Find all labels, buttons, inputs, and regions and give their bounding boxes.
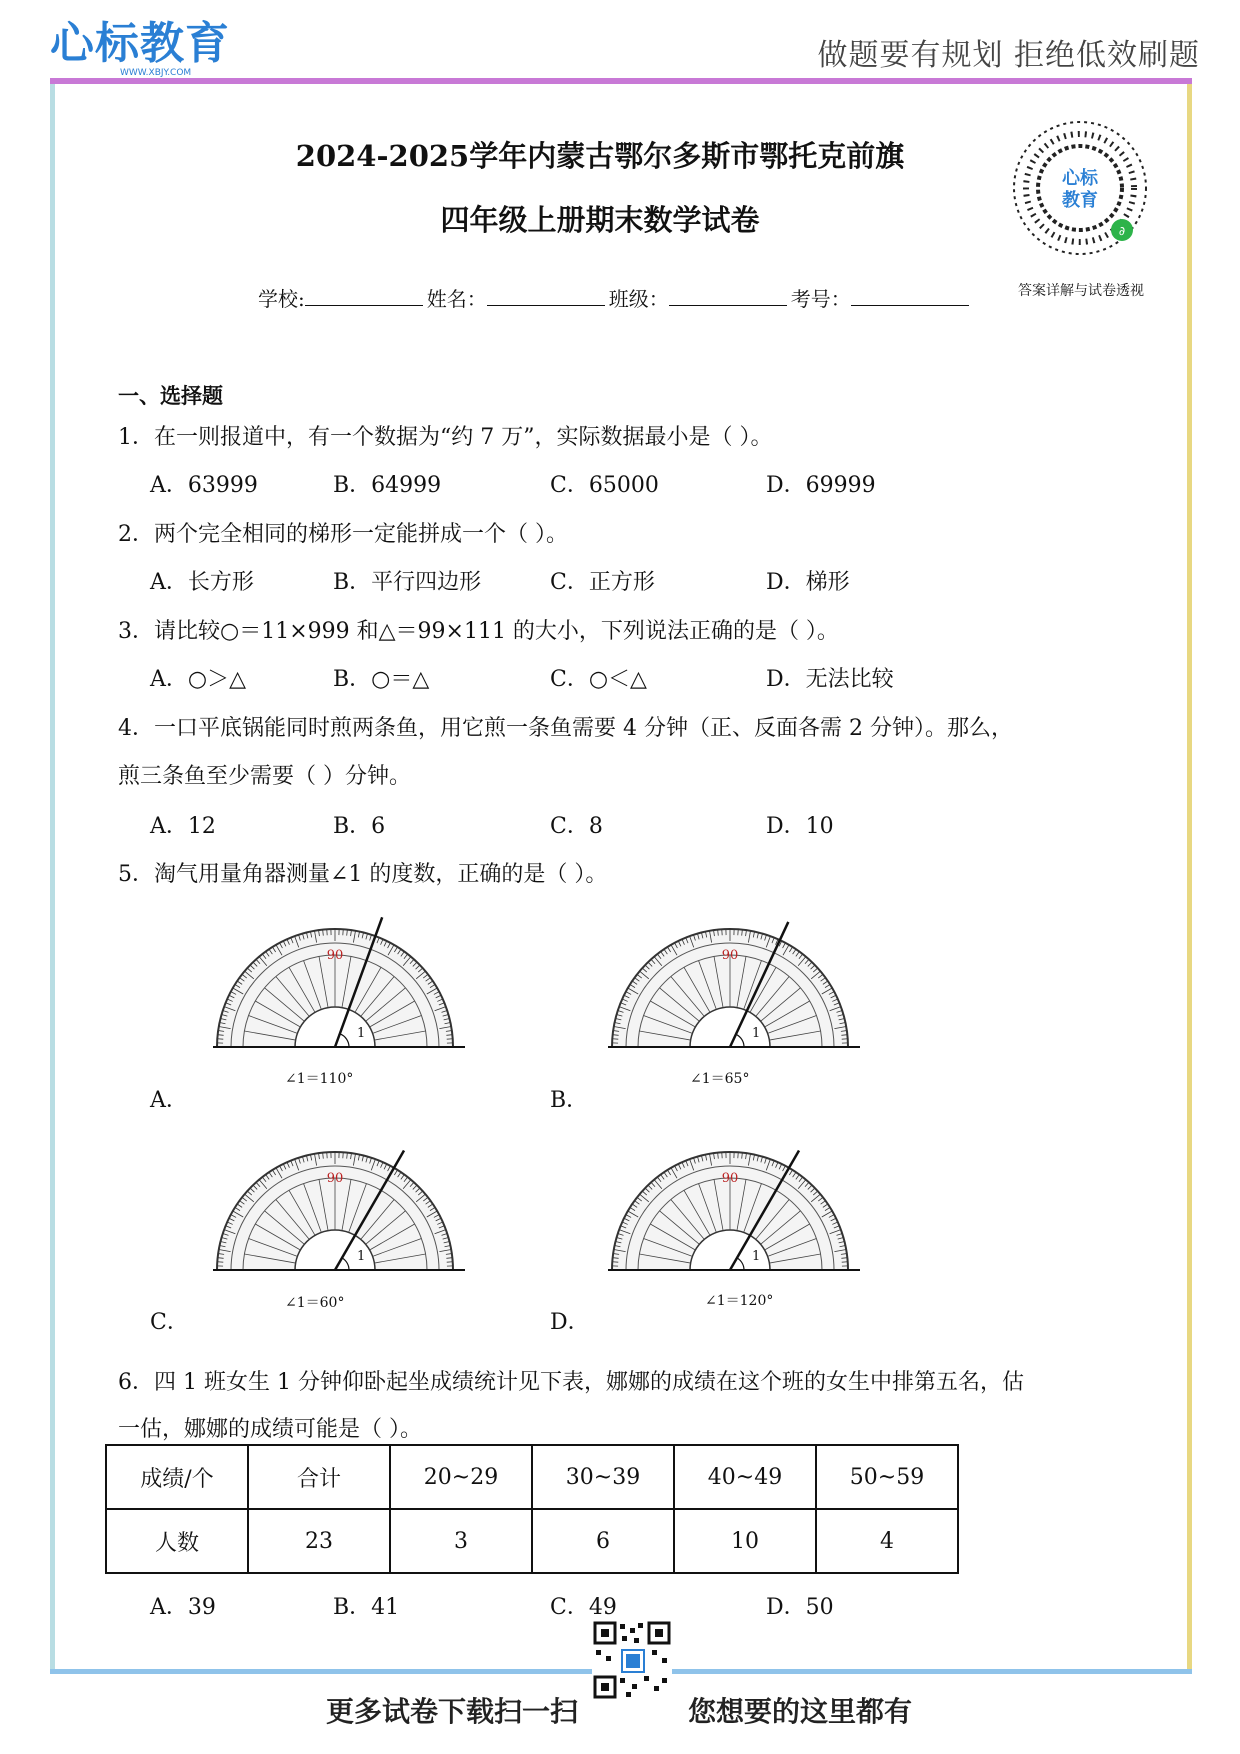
q5-caption-a: ∠1＝110° [285, 1071, 354, 1087]
q6-option-a[interactable]: A．39 [150, 1595, 216, 1620]
svg-text:1: 1 [357, 1026, 366, 1041]
question-4-stem-line2: 煎三条鱼至少需要（ ）分钟。 [118, 764, 411, 789]
q3-option-c[interactable]: C．○＜△ [550, 667, 647, 692]
name-field[interactable] [487, 285, 605, 306]
table-cell: 成绩/个 [106, 1445, 248, 1509]
table-cell: 3 [390, 1509, 532, 1573]
q3-option-a[interactable]: A．○＞△ [150, 667, 247, 692]
svg-text:1: 1 [357, 1249, 366, 1264]
table-cell: 4 [816, 1509, 958, 1573]
question-4-stem-line1: 4．一口平底锅能同时煎两条鱼，用它煎一条鱼需要 4 分钟（正、反面各需 2 分钟）。那么， [118, 716, 1013, 741]
protractor-d [600, 1135, 860, 1285]
table-cell: 合计 [248, 1445, 390, 1509]
question-6-stem-line1: 6．四 1 班女生 1 分钟仰卧起坐成绩统计见下表，娜娜的成绩在这个班的女生中排第五名，估 [118, 1370, 1024, 1395]
table-cell: 人数 [106, 1509, 248, 1573]
question-5-stem: 5．淘气用量角器测量∠1 的度数，正确的是（ ）。 [118, 862, 608, 887]
question-1-stem: 1．在一则报道中，有一个数据为“约 7 万”，实际数据最小是（ ）。 [118, 425, 773, 450]
qr-code-icon[interactable] [1010, 118, 1150, 258]
svg-text:1: 1 [752, 1026, 761, 1041]
logo-url: WWW.XBJY.COM [120, 68, 192, 78]
score-table [105, 1444, 959, 1574]
section-title: 一、选择题 [118, 384, 223, 408]
q5-option-b[interactable]: B． [550, 1088, 589, 1113]
q2-option-a[interactable]: A．长方形 [150, 570, 254, 595]
exam-no-field[interactable] [851, 285, 969, 306]
q5-option-c[interactable]: C． [150, 1310, 189, 1335]
footer-right-text: 您想要的这里都有 [688, 1695, 913, 1728]
q6-option-c[interactable]: C．49 [550, 1595, 617, 1620]
right-border [1187, 84, 1192, 1669]
q4-option-a[interactable]: A．12 [150, 814, 216, 839]
question-3-stem: 3．请比较○＝11×999 和△＝99×111 的大小，下列说法正确的是（ ）。 [118, 619, 839, 644]
q1-option-c[interactable]: C．65000 [550, 473, 659, 498]
student-info-line [258, 283, 973, 312]
qr-caption: 答案详解与试卷透视 [1018, 283, 1144, 299]
footer-left-text: 更多试卷下载扫一扫 [326, 1695, 579, 1728]
q2-option-c[interactable]: C．正方形 [550, 570, 655, 595]
q1-option-a[interactable]: A．63999 [150, 473, 258, 498]
table-row [106, 1509, 958, 1573]
protractor-b [600, 912, 860, 1062]
q5-caption-c: ∠1＝60° [285, 1295, 345, 1311]
table-cell: 40~49 [674, 1445, 816, 1509]
svg-text:90: 90 [721, 948, 739, 963]
q2-option-d[interactable]: D．梯形 [766, 570, 850, 595]
exam-no-label: 考号： [790, 287, 851, 311]
q4-option-b[interactable]: B．6 [333, 814, 386, 839]
q4-option-c[interactable]: C．8 [550, 814, 603, 839]
table-cell: 30~39 [532, 1445, 674, 1509]
protractor-c [205, 1135, 465, 1285]
q5-caption-b: ∠1＝65° [690, 1071, 750, 1087]
q4-option-d[interactable]: D．10 [766, 814, 834, 839]
table-row [106, 1445, 958, 1509]
exam-title-line1: 2024-2025学年内蒙古鄂尔多斯市鄂托克前旗 [295, 139, 905, 173]
svg-text:1: 1 [752, 1249, 761, 1264]
name-label: 姓名： [426, 287, 487, 311]
question-2-stem: 2．两个完全相同的梯形一定能拼成一个（ ）。 [118, 522, 568, 547]
q5-option-a[interactable]: A． [150, 1088, 188, 1113]
table-cell: 20~29 [390, 1445, 532, 1509]
footer-qr-code-icon[interactable] [592, 1620, 672, 1700]
protractor-a [205, 912, 465, 1062]
logo [50, 18, 230, 78]
class-label: 班级： [608, 287, 669, 311]
svg-text:90: 90 [326, 1171, 344, 1186]
class-field[interactable] [669, 285, 787, 306]
slogan: 做题要有规划 拒绝低效刷题 [817, 38, 1200, 73]
q5-caption-d: ∠1＝120° [705, 1293, 774, 1309]
svg-text:90: 90 [721, 1171, 739, 1186]
q6-option-b[interactable]: B．41 [333, 1595, 400, 1620]
table-cell: 6 [532, 1509, 674, 1573]
top-border [50, 78, 1192, 84]
q2-option-b[interactable]: B．平行四边形 [333, 570, 482, 595]
school-field[interactable] [305, 285, 423, 306]
school-label: 学校: [258, 287, 305, 311]
q5-option-d[interactable]: D． [550, 1310, 590, 1335]
qr-logo-line2: 教育 [1062, 190, 1098, 211]
exam-title-line2: 四年级上册期末数学试卷 [440, 203, 760, 237]
question-6-stem-line2: 一估，娜娜的成绩可能是（ ）。 [118, 1417, 422, 1442]
left-border [50, 84, 55, 1669]
q1-option-d[interactable]: D．69999 [766, 473, 876, 498]
logo-text: 心标教育 [50, 18, 230, 69]
table-cell: 23 [248, 1509, 390, 1573]
q1-option-b[interactable]: B．64999 [333, 473, 442, 498]
q6-option-d[interactable]: D．50 [766, 1595, 834, 1620]
qr-logo-line1: 心标 [1062, 168, 1098, 189]
q3-option-d[interactable]: D．无法比较 [766, 667, 894, 692]
table-cell: 10 [674, 1509, 816, 1573]
svg-text:∂: ∂ [1118, 224, 1126, 238]
q3-option-b[interactable]: B．○＝△ [333, 667, 430, 692]
table-cell: 50~59 [816, 1445, 958, 1509]
svg-text:90: 90 [326, 948, 344, 963]
